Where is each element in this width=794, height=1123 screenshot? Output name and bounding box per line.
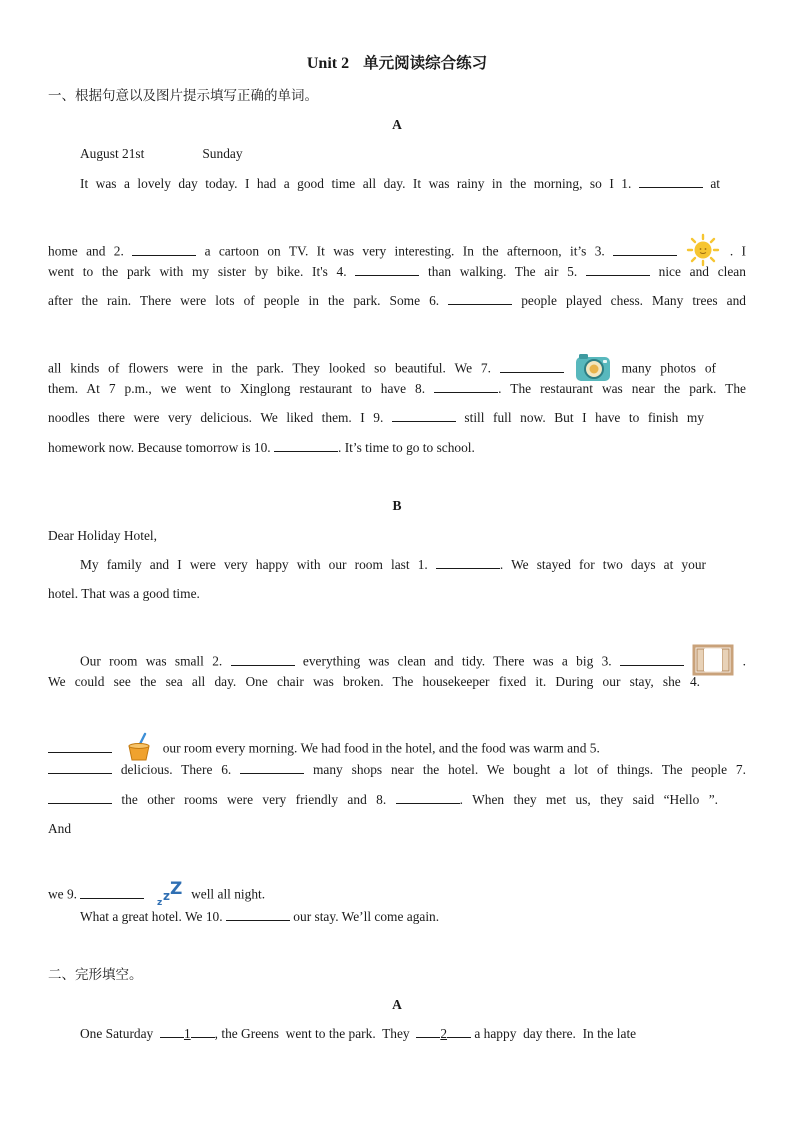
title-cn: 单元阅读综合练习 xyxy=(363,54,488,72)
text-line: What a great hotel. We 10. our stay. We’ll come again. xyxy=(80,909,440,924)
text-line: homework now. Because tomorrow is 10. . It’s time to go to school. xyxy=(48,440,475,455)
part-b-label: B xyxy=(392,498,402,513)
part-a-label: A xyxy=(392,117,402,132)
blank-b4[interactable] xyxy=(48,740,112,753)
cloze-blank-1-left xyxy=(160,1025,184,1038)
text-line: all kinds of flowers were in the park. They looked so beautiful. We 7. many photos of xyxy=(48,351,716,388)
blank-a9[interactable] xyxy=(392,409,456,422)
text-line: noodles there were very delicious. We liked them. I 9. still full now. But I have to finish my xyxy=(48,410,704,425)
letter-greeting: Dear Holiday Hotel, xyxy=(48,528,157,543)
text-line: went to the park with my sister by bike. It's 4. than walking. The air 5. nice and clean xyxy=(48,264,746,279)
section2-heading: 二、完形填空。 xyxy=(48,967,143,983)
cloze-blank-2-right xyxy=(447,1025,471,1038)
svg-text:Z: Z xyxy=(169,879,183,899)
text-line: hotel. That was a good time. xyxy=(48,586,200,601)
blank-a10[interactable] xyxy=(274,439,338,452)
text-line: One Saturday 1 , the Greens went to the park. They 2 a happy day there. In the late xyxy=(80,1026,637,1041)
text-line: home and 2. a cartoon on TV. It was very interesting. In the afternoon, it’s 3. . I xyxy=(48,233,746,272)
cloze-blank-2-left xyxy=(416,1025,440,1038)
diary-date xyxy=(80,145,243,163)
section1-heading: 一、根据句意以及图片提示填写正确的单词。 xyxy=(48,88,318,104)
blank-b7[interactable] xyxy=(48,791,112,804)
page-title xyxy=(0,54,794,73)
cloze-blank-1-right xyxy=(191,1025,215,1038)
day-text: Sunday xyxy=(202,146,243,161)
blank-a3[interactable] xyxy=(613,243,677,256)
text-line: My family and I were very happy with our room last 1. . We stayed for two days at your xyxy=(80,557,706,572)
text-line: our room every morning. We had food in the hotel, and the food was warm and 5. xyxy=(48,732,603,767)
svg-text:z: z xyxy=(162,889,170,903)
blank-b3[interactable] xyxy=(620,653,684,666)
blank-b5[interactable] xyxy=(48,761,112,774)
blank-a6[interactable] xyxy=(448,292,512,305)
blank-a2[interactable] xyxy=(132,243,196,256)
text-line: Our room was small 2. everything was clean and tidy. There was a big 3. . xyxy=(80,644,746,681)
blank-a8[interactable] xyxy=(434,380,498,393)
blank-a5[interactable] xyxy=(586,263,650,276)
text-line: delicious. There 6. many shops near the hotel. We bought a lot of things. The people 7. xyxy=(48,761,746,779)
svg-text:z: z xyxy=(156,898,162,907)
blank-b8[interactable] xyxy=(396,791,460,804)
cloze-number-1[interactable]: 1 xyxy=(183,1026,191,1041)
text-line: after the rain. There were lots of people in the park. Some 6. people played chess. Many trees and xyxy=(48,293,746,308)
blank-a7[interactable] xyxy=(500,360,564,373)
blank-b10[interactable] xyxy=(226,908,290,921)
blank-b9[interactable] xyxy=(80,886,144,899)
text-line: And xyxy=(48,821,72,836)
blank-a1[interactable] xyxy=(639,175,703,188)
text-line: It was a lovely day today. I had a good time all day. It was rainy in the morning, so I 1. at xyxy=(80,176,720,191)
text-line: the other rooms were very friendly and 8. . When they met us, they said “Hello ”. xyxy=(48,791,718,809)
cloze-number-2[interactable]: 2 xyxy=(440,1026,448,1041)
section2-part-a-label: A xyxy=(392,997,402,1012)
blank-b6[interactable] xyxy=(240,761,304,774)
text-line: them. At 7 p.m., we went to Xinglong restaurant to have 8. . The restaurant was near the park. The xyxy=(48,381,746,396)
date-text: August 21st xyxy=(80,146,145,161)
text-line: We could see the sea all day. One chair was broken. The housekeeper fixed it. During our stay, she 4. xyxy=(48,674,700,689)
unit-label: Unit 2 xyxy=(306,55,350,72)
blank-a4[interactable] xyxy=(355,263,419,276)
blank-b1[interactable] xyxy=(436,556,500,569)
blank-b2[interactable] xyxy=(231,653,295,666)
text-line: we 9. z z Z well all night. xyxy=(48,879,265,912)
